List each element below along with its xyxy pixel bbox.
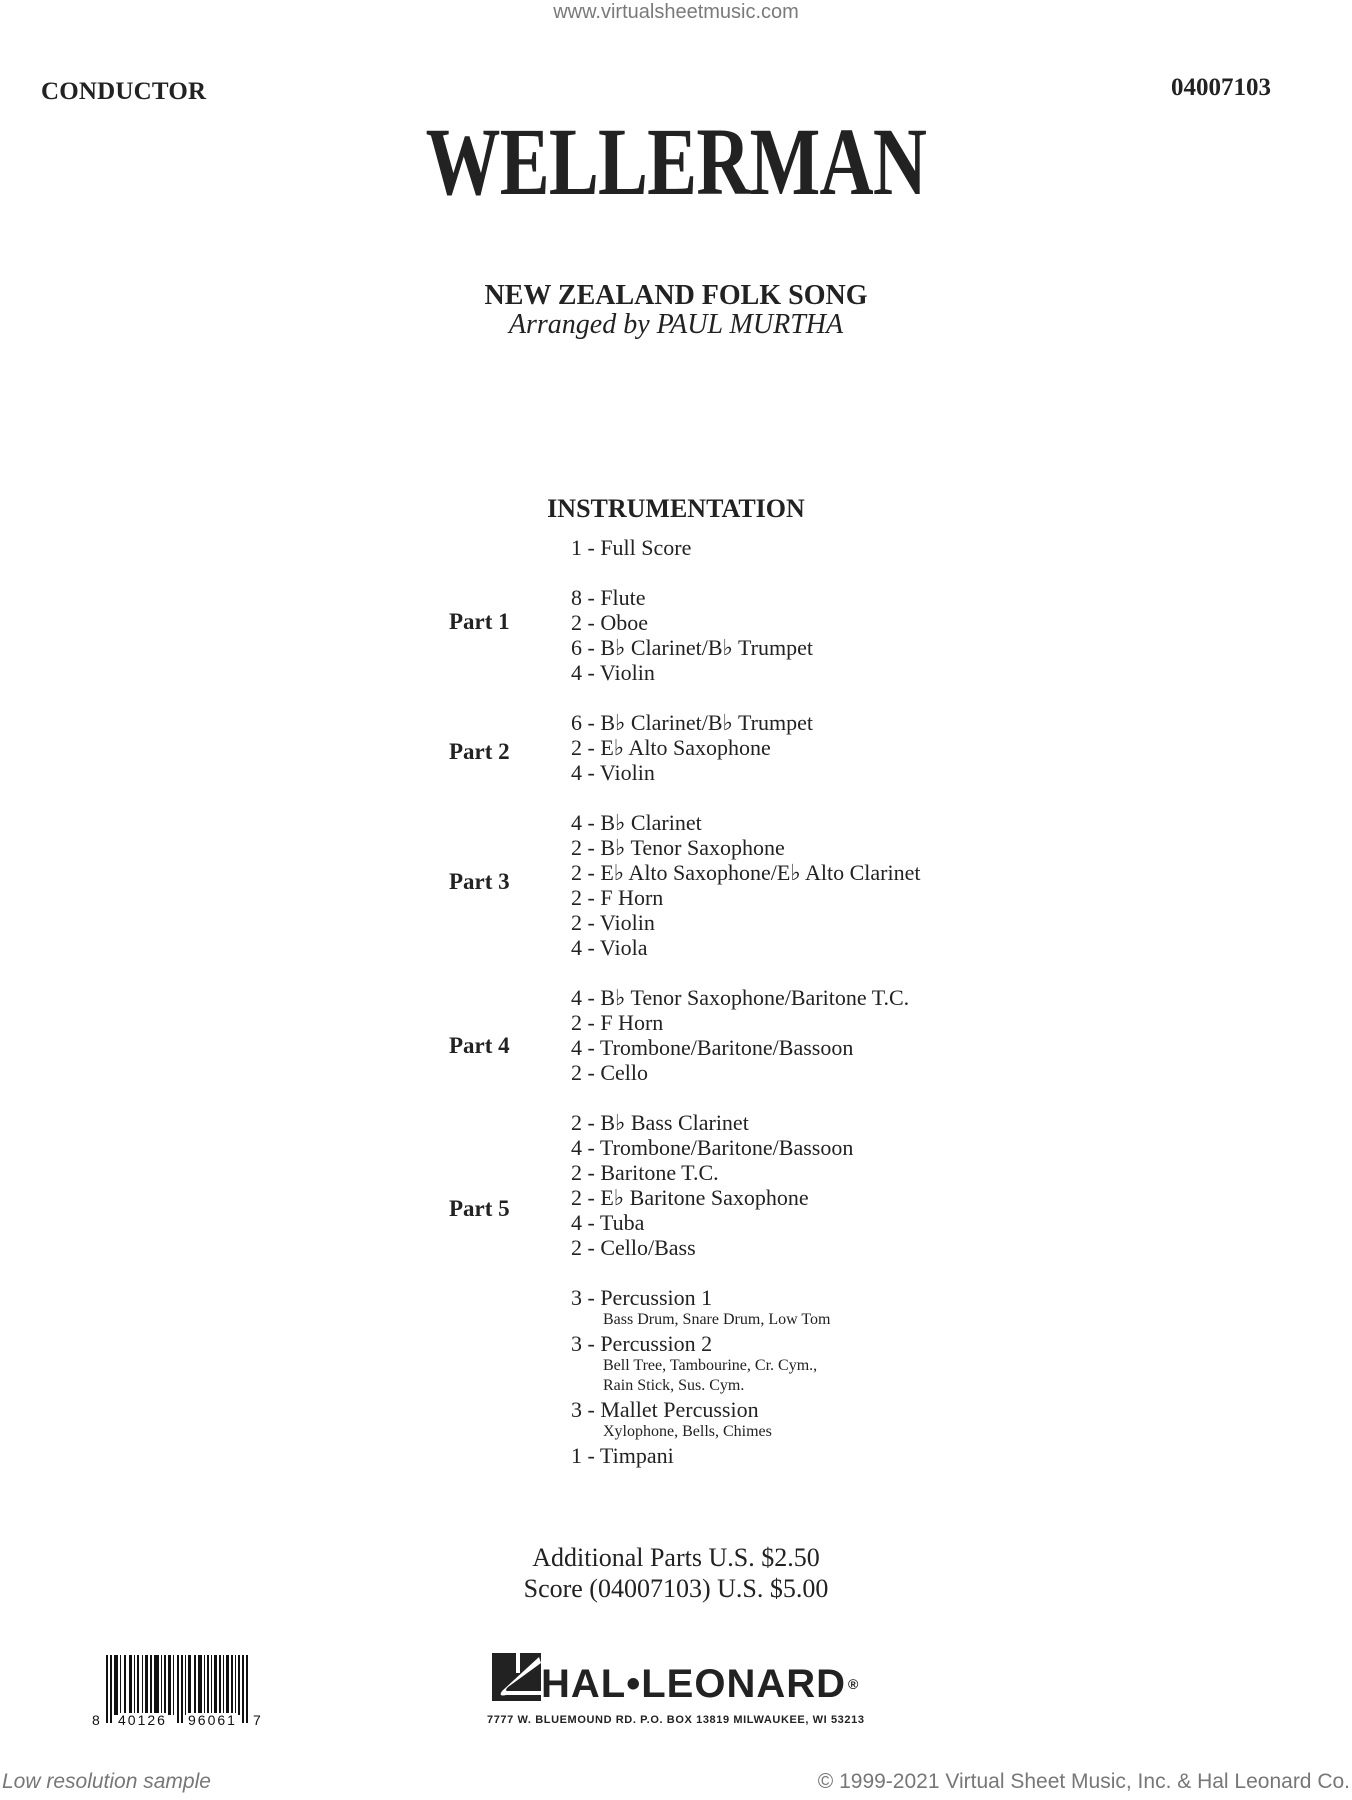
part-1-label: Part 1 [449,609,510,634]
additional-parts-price: Additional Parts U.S. $2.50 [532,1543,820,1572]
list-item: 4 - B♭ Clarinet [571,810,702,835]
list-item: 4 - Trombone/Baritone/Bassoon [571,1135,854,1160]
part-2-label: Part 2 [449,739,510,764]
list-item-detail: Rain Stick, Sus. Cym. [603,1377,745,1394]
list-item: 2 - F Horn [571,885,664,910]
barcode [92,1655,261,1729]
low-resolution-notice: Low resolution sample [2,1770,211,1793]
barcode-left-digits: 40126 [118,1712,167,1728]
list-item-detail: Bass Drum, Snare Drum, Low Tom [603,1311,831,1328]
part-5-label: Part 5 [449,1196,510,1221]
list-item: 1 - Timpani [571,1443,674,1468]
list-item: 8 - Flute [571,585,646,610]
subtitle: NEW ZEALAND FOLK SONG [484,280,868,311]
list-item: 4 - B♭ Tenor Saxophone/Baritone T.C. [571,985,910,1010]
list-item: 2 - Violin [571,910,655,935]
list-item: 6 - B♭ Clarinet/B♭ Trumpet [571,710,813,735]
publisher-address: 7777 W. BLUEMOUND RD. P.O. BOX 13819 MILWAUKEE, WI 53213 [487,1714,865,1726]
barcode-check-digit: 7 [253,1712,261,1728]
list-item: 2 - F Horn [571,1010,664,1035]
registered-mark: ® [847,1676,860,1692]
edition-label: CONDUCTOR [41,78,207,105]
list-item: 3 - Percussion 2 [571,1331,713,1356]
list-item: 4 - Tuba [571,1210,645,1235]
list-item: 4 - Violin [571,660,655,685]
page-title [0,108,1352,215]
list-item: 4 - Viola [571,935,648,960]
list-item: 2 - Baritone T.C. [571,1160,719,1185]
publisher-name-text: HAL•LEONARD [541,1662,846,1706]
full-score-item: 1 - Full Score [571,535,692,560]
hal-leonard-logo-icon [492,1653,541,1701]
score-price: Score (04007103) U.S. $5.00 [523,1574,829,1603]
list-item: 2 - B♭ Tenor Saxophone [571,835,785,860]
part-4-label: Part 4 [449,1033,510,1058]
list-item: 4 - Trombone/Baritone/Bassoon [571,1035,854,1060]
publisher-name [541,1664,859,1704]
list-item: 4 - Violin [571,760,655,785]
list-item: 2 - E♭ Alto Saxophone/E♭ Alto Clarinet [571,860,921,885]
list-item: 2 - Cello/Bass [571,1235,696,1260]
list-item: 2 - Cello [571,1060,648,1085]
list-item-detail: Bell Tree, Tambourine, Cr. Cym., [603,1357,818,1374]
list-item: 2 - E♭ Alto Saxophone [571,735,771,760]
catalog-number: 04007103 [1171,74,1271,101]
part-3-label: Part 3 [449,869,510,894]
list-item: 3 - Mallet Percussion [571,1397,759,1422]
watermark-url: www.virtualsheetmusic.com [553,1,799,23]
list-item: 2 - B♭ Bass Clarinet [571,1110,749,1135]
list-item: 3 - Percussion 1 [571,1285,713,1310]
list-item: 2 - Oboe [571,610,648,635]
copyright-notice: © 1999-2021 Virtual Sheet Music, Inc. & Hal Leonard Co. [817,1770,1350,1793]
instrumentation-heading: INSTRUMENTATION [547,494,805,523]
list-item: 6 - B♭ Clarinet/B♭ Trumpet [571,635,813,660]
barcode-right-digits: 96061 [188,1712,237,1728]
title-text: WELLERMAN [425,108,927,215]
logo-swoosh-icon [492,1653,541,1701]
list-item: 2 - E♭ Baritone Saxophone [571,1185,809,1210]
arranger-credit: Arranged by PAUL MURTHA [508,309,844,340]
barcode-first-digit: 8 [92,1712,100,1728]
list-item-detail: Xylophone, Bells, Chimes [603,1423,772,1440]
